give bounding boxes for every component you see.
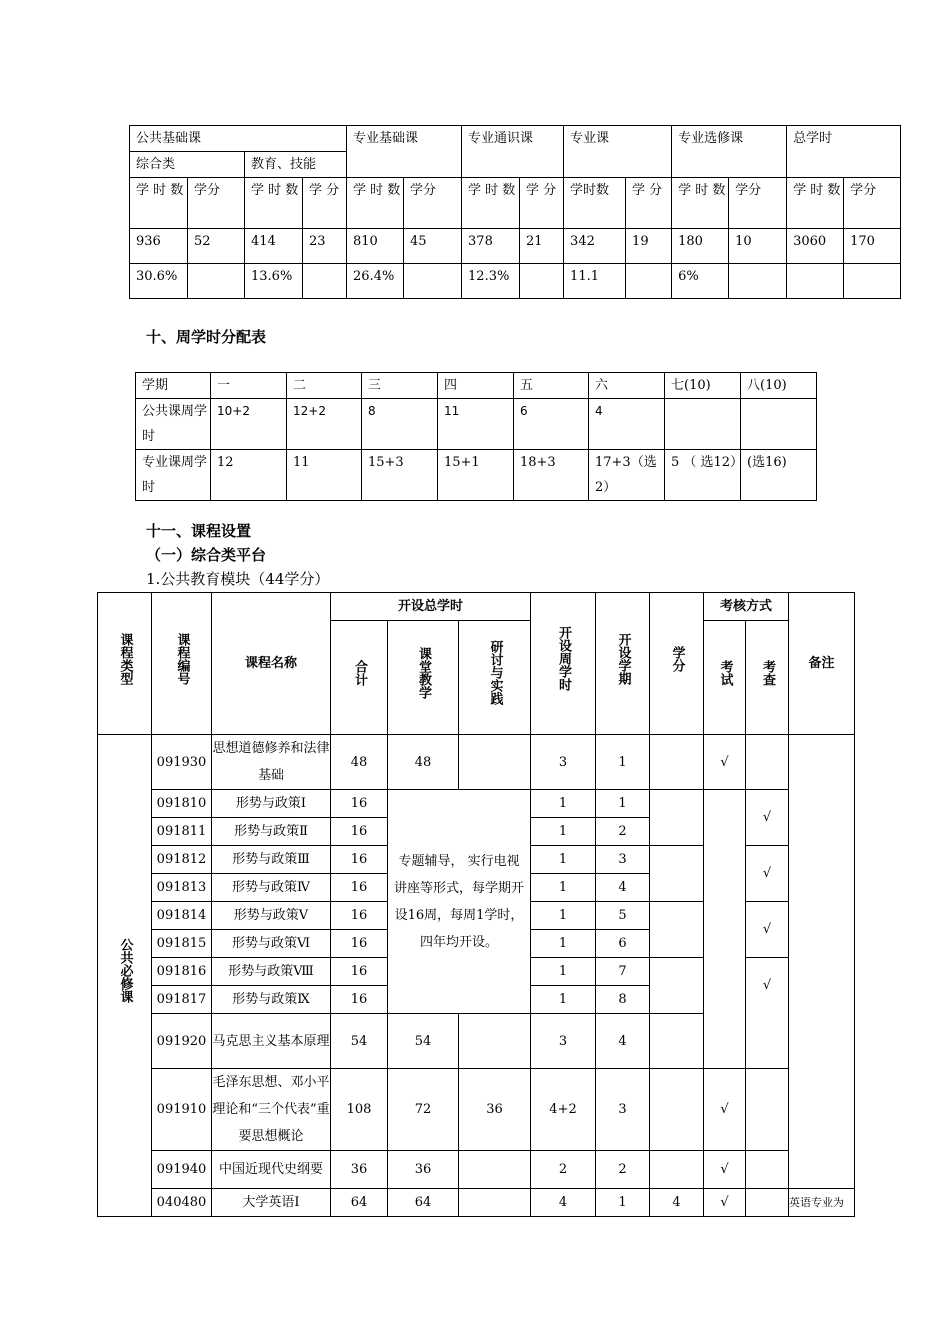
percent-cell [787, 264, 844, 299]
col-label: 学 分 [626, 178, 672, 229]
percent-cell [520, 264, 564, 299]
group-public-basic: 公共基础课 [130, 126, 347, 152]
course-weekly: 1 [531, 930, 596, 958]
major-cell: (选16) [741, 450, 817, 501]
course-name: 大学英语Ⅰ [212, 1189, 331, 1217]
course-credit [650, 1151, 704, 1189]
value-cell: 378 [462, 229, 520, 264]
course-check: √ [746, 958, 789, 1069]
course-code: 091813 [152, 874, 212, 902]
course-code: 091816 [152, 958, 212, 986]
course-sum: 16 [331, 818, 388, 846]
course-term: 6 [596, 930, 650, 958]
course-remark [789, 735, 855, 1189]
value-cell: 810 [347, 229, 404, 264]
header-practice: 研讨与实践 [459, 621, 531, 735]
course-sum: 54 [331, 1014, 388, 1069]
col-label: 学 时 数 [245, 178, 303, 229]
course-sum: 16 [331, 930, 388, 958]
course-exam: √ [704, 735, 746, 790]
course-weekly: 3 [531, 1014, 596, 1069]
course-sum: 48 [331, 735, 388, 790]
course-code: 091811 [152, 818, 212, 846]
course-name: 思想道德修养和法律基础 [212, 735, 331, 790]
header-term-2: 二 [287, 373, 362, 399]
course-term: 4 [596, 1014, 650, 1069]
course-code: 091930 [152, 735, 212, 790]
col-label: 学 时 数 [787, 178, 844, 229]
course-sum: 108 [331, 1069, 388, 1151]
course-name: 形势与政策Ⅸ [212, 986, 331, 1014]
course-credit [650, 1069, 704, 1151]
value-cell: 414 [245, 229, 303, 264]
course-check: √ [746, 846, 789, 902]
public-cell: 8 [362, 399, 438, 450]
col-label: 学分 [188, 178, 245, 229]
col-label: 学分 [729, 178, 787, 229]
header-sum: 合计 [331, 621, 388, 735]
public-cell: 12+2 [287, 399, 362, 450]
course-name: 形势与政策Ⅲ [212, 846, 331, 874]
course-term: 5 [596, 902, 650, 930]
header-total-hours: 开设总学时 [331, 593, 531, 621]
course-term: 2 [596, 818, 650, 846]
course-term: 2 [596, 1151, 650, 1189]
col-label: 学分 [404, 178, 462, 229]
course-practice [459, 1151, 531, 1189]
course-weekly: 3 [531, 735, 596, 790]
course-sum: 16 [331, 986, 388, 1014]
public-cell: 10+2 [211, 399, 287, 450]
course-check [746, 1069, 789, 1151]
course-weekly: 1 [531, 874, 596, 902]
section-11-heading: 十一、课程设置 [146, 522, 252, 540]
group-major-elective: 专业选修课 [672, 126, 787, 178]
value-cell: 23 [303, 229, 347, 264]
header-term-1: 一 [211, 373, 287, 399]
course-table [97, 592, 855, 1217]
header-term-3: 三 [362, 373, 438, 399]
row-label-public: 公共课周学时 [136, 399, 211, 450]
group-major-general: 专业通识课 [462, 126, 564, 178]
course-code: 091817 [152, 986, 212, 1014]
header-term-8: 八(10) [741, 373, 817, 399]
course-sum: 16 [331, 790, 388, 818]
header-term-5: 五 [514, 373, 589, 399]
col-label: 学 时 数 [347, 178, 404, 229]
major-cell: 15+3 [362, 450, 438, 501]
course-sum: 16 [331, 902, 388, 930]
header-course-name: 课程名称 [212, 593, 331, 735]
course-practice [459, 735, 531, 790]
course-term: 7 [596, 958, 650, 986]
course-practice: 36 [459, 1069, 531, 1151]
percent-cell [188, 264, 245, 299]
percent-cell [626, 264, 672, 299]
course-check: √ [746, 790, 789, 846]
header-class: 课堂教学 [388, 621, 459, 735]
section-10-heading: 十、周学时分配表 [146, 328, 267, 346]
course-name: 马克思主义基本原理 [212, 1014, 331, 1069]
course-weekly: 4 [531, 1189, 596, 1217]
course-exam: √ [704, 1189, 746, 1217]
course-name: 中国近现代史纲要 [212, 1151, 331, 1189]
weekly-hours-table [135, 372, 817, 501]
course-name: 毛泽东思想、邓小平理论和“三个代表”重要思想概论 [212, 1069, 331, 1151]
public-cell: 4 [589, 399, 665, 450]
percent-cell: 12.3% [462, 264, 520, 299]
course-sum: 36 [331, 1151, 388, 1189]
course-name: 形势与政策Ⅱ [212, 818, 331, 846]
percent-cell [844, 264, 901, 299]
course-credit [650, 1014, 704, 1069]
value-cell: 52 [188, 229, 245, 264]
course-code: 091814 [152, 902, 212, 930]
course-weekly: 1 [531, 818, 596, 846]
header-assessment: 考核方式 [704, 593, 789, 621]
major-cell: 11 [287, 450, 362, 501]
module-title: 1.公共教育模块（44学分） [146, 570, 330, 588]
percent-cell [303, 264, 347, 299]
course-credit [650, 958, 704, 1014]
percent-cell: 11.1 [564, 264, 626, 299]
course-weekly: 1 [531, 902, 596, 930]
public-cell [665, 399, 741, 450]
subgroup-comprehensive: 综合类 [130, 152, 245, 178]
public-cell [741, 399, 817, 450]
percent-cell: 13.6% [245, 264, 303, 299]
course-code: 040480 [152, 1189, 212, 1217]
value-cell: 21 [520, 229, 564, 264]
subgroup-education-skill: 教育、技能 [245, 152, 347, 178]
group-major-basic: 专业基础课 [347, 126, 462, 178]
course-check [746, 1189, 789, 1217]
course-weekly: 1 [531, 986, 596, 1014]
col-label: 学 时 数 [130, 178, 188, 229]
course-credit: 4 [650, 1189, 704, 1217]
value-cell: 936 [130, 229, 188, 264]
public-cell: 11 [438, 399, 514, 450]
course-code: 091810 [152, 790, 212, 818]
course-name: 形势与政策Ⅷ [212, 958, 331, 986]
public-cell: 6 [514, 399, 589, 450]
course-code: 091940 [152, 1151, 212, 1189]
value-cell: 342 [564, 229, 626, 264]
header-term-6: 六 [589, 373, 665, 399]
header-term-7: 七(10) [665, 373, 741, 399]
course-check [746, 735, 789, 790]
course-class: 54 [388, 1014, 459, 1069]
group-required-public: 公共必修课 [98, 735, 152, 1217]
percent-cell [404, 264, 462, 299]
course-term: 1 [596, 1189, 650, 1217]
major-cell: 12 [211, 450, 287, 501]
course-weekly: 1 [531, 846, 596, 874]
course-class: 64 [388, 1189, 459, 1217]
col-label: 学 分 [303, 178, 347, 229]
header-course-type: 课程类型 [98, 593, 152, 735]
course-name: 形势与政策Ⅴ [212, 902, 331, 930]
course-credit [650, 735, 704, 790]
major-cell: 15+1 [438, 450, 514, 501]
course-term: 3 [596, 1069, 650, 1151]
course-term: 1 [596, 790, 650, 818]
course-term: 1 [596, 735, 650, 790]
course-exam: √ [704, 1151, 746, 1189]
header-exam: 考试 [704, 621, 746, 735]
header-course-code: 课程编号 [152, 593, 212, 735]
course-exam [704, 790, 746, 1069]
col-label: 学 时 数 [462, 178, 520, 229]
course-check: √ [746, 902, 789, 958]
header-weekly-hours: 开设周学时 [531, 593, 596, 735]
course-credit [650, 902, 704, 958]
course-sum: 64 [331, 1189, 388, 1217]
course-weekly: 4+2 [531, 1069, 596, 1151]
header-remark: 备注 [789, 593, 855, 735]
course-term: 3 [596, 846, 650, 874]
course-name: 形势与政策Ⅳ [212, 874, 331, 902]
major-cell: 18+3 [514, 450, 589, 501]
header-check: 考查 [746, 621, 789, 735]
row-label-major: 专业课周学时 [136, 450, 211, 501]
header-term-4: 四 [438, 373, 514, 399]
course-sum: 16 [331, 846, 388, 874]
major-cell: 17+3（选2） [589, 450, 665, 501]
course-exam: √ [704, 1069, 746, 1151]
percent-cell: 30.6% [130, 264, 188, 299]
col-label: 学 时 数 [672, 178, 729, 229]
major-cell: 5 （ 选12） [665, 450, 741, 501]
course-sum: 16 [331, 874, 388, 902]
value-cell: 170 [844, 229, 901, 264]
course-code: 091920 [152, 1014, 212, 1069]
group-total-hours: 总学时 [787, 126, 901, 178]
value-cell: 45 [404, 229, 462, 264]
course-practice [459, 1189, 531, 1217]
course-code: 091815 [152, 930, 212, 958]
value-cell: 10 [729, 229, 787, 264]
header-credit: 学分 [650, 593, 704, 735]
course-code: 091812 [152, 846, 212, 874]
course-term: 8 [596, 986, 650, 1014]
col-label: 学 分 [520, 178, 564, 229]
col-label: 学时数 [564, 178, 626, 229]
percent-cell: 6% [672, 264, 729, 299]
course-weekly: 1 [531, 790, 596, 818]
course-class: 48 [388, 735, 459, 790]
course-credit [650, 790, 704, 846]
course-code: 091910 [152, 1069, 212, 1151]
section-11-subheading: （一）综合类平台 [146, 546, 267, 564]
course-term: 4 [596, 874, 650, 902]
value-cell: 180 [672, 229, 729, 264]
course-weekly: 1 [531, 958, 596, 986]
course-weekly: 2 [531, 1151, 596, 1189]
policy-note: 专题辅导， 实行电视讲座等形式，每学期开设16周，每周1学时，四年均开设。 [388, 790, 531, 1014]
course-class: 72 [388, 1069, 459, 1151]
header-term: 学期 [136, 373, 211, 399]
course-check [746, 1151, 789, 1189]
course-remark: 英语专业为 [789, 1189, 855, 1217]
percent-cell [729, 264, 787, 299]
col-label: 学分 [844, 178, 901, 229]
header-term: 开设学期 [596, 593, 650, 735]
course-class: 36 [388, 1151, 459, 1189]
course-credit [650, 846, 704, 902]
value-cell: 3060 [787, 229, 844, 264]
value-cell: 19 [626, 229, 672, 264]
percent-cell: 26.4% [347, 264, 404, 299]
credit-summary-table [129, 125, 901, 299]
course-sum: 16 [331, 958, 388, 986]
course-practice [459, 1014, 531, 1069]
group-major: 专业课 [564, 126, 672, 178]
course-name: 形势与政策Ⅵ [212, 930, 331, 958]
course-name: 形势与政策Ⅰ [212, 790, 331, 818]
